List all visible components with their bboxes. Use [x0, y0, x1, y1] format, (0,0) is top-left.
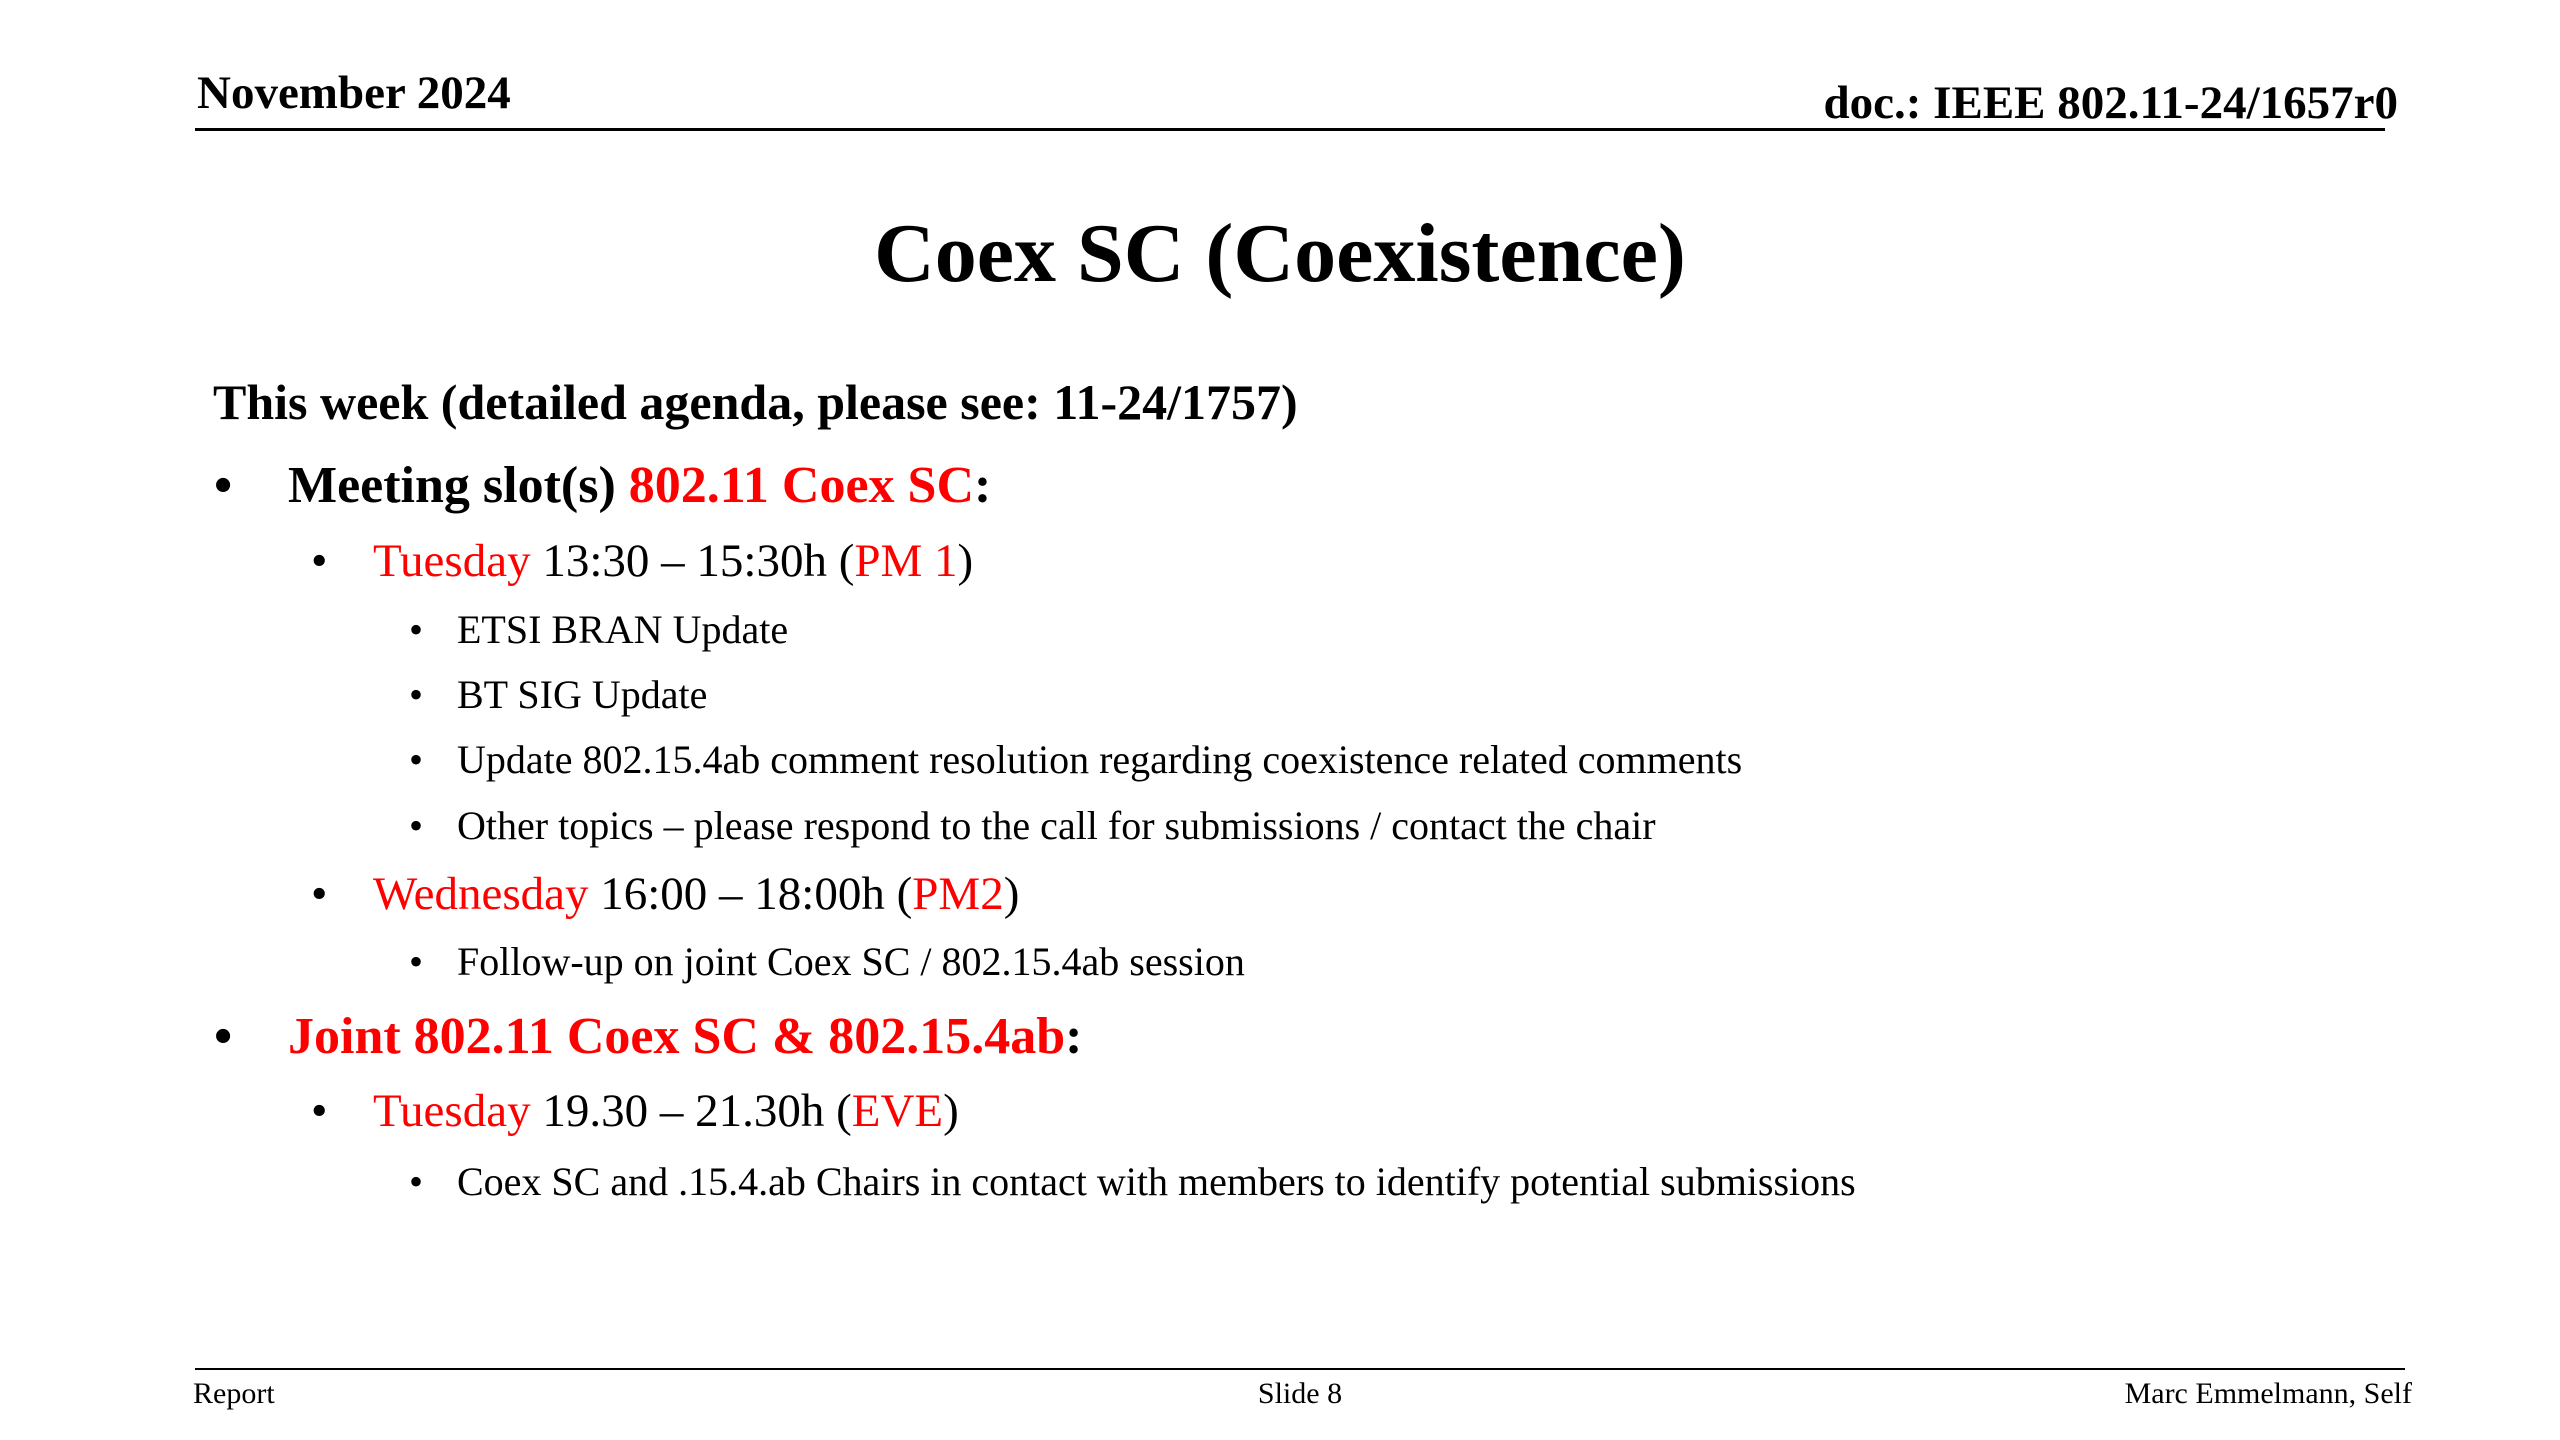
list-item-text: Coex SC and .15.4.ab Chairs in contact with members to identify potential submissions	[457, 1159, 1856, 1204]
joint-tuesday-slot: EVE	[851, 1085, 944, 1137]
joint-tuesday-day: Tuesday	[373, 1085, 531, 1137]
bullet-icon: •	[409, 803, 424, 848]
list-item	[409, 737, 1743, 782]
list-item	[409, 607, 789, 652]
list-item-text: Update 802.15.4ab comment resolution regarding coexistence related comments	[457, 737, 1743, 782]
joint-tuesday-time: 19.30 – 21.30h (	[530, 1085, 852, 1137]
tuesday-slot: PM 1	[854, 535, 958, 587]
list-item-text: BT SIG Update	[457, 672, 708, 717]
slide-title: Coex SC (Coexistence)	[874, 207, 1686, 300]
footer-report-label: Report	[193, 1377, 275, 1410]
bullet-icon: •	[409, 939, 424, 984]
wednesday-time: 16:00 – 18:00h (	[588, 868, 913, 920]
meeting-slots-highlight: 802.11 Coex SC	[628, 457, 975, 514]
bullet-icon: •	[311, 535, 328, 587]
bullet-icon: •	[214, 457, 233, 514]
agenda-item-joint-tuesday	[311, 1085, 959, 1137]
wednesday-slot: PM2	[912, 868, 1004, 920]
header-doc-id: doc.: IEEE 802.11-24/1657r0	[1823, 77, 2398, 129]
bullet-icon: •	[409, 607, 424, 652]
footer-slide-number: Slide 8	[1257, 1377, 1343, 1410]
bullet-icon: •	[409, 1159, 424, 1204]
joint-session-suffix: :	[1065, 1008, 1083, 1065]
wednesday-close: )	[1003, 868, 1020, 920]
list-item	[409, 1159, 1856, 1204]
bullet-icon: •	[214, 1008, 233, 1065]
list-item	[409, 803, 1656, 848]
intro-heading: This week (detailed agenda, please see: 11-24/1757)	[213, 374, 1298, 430]
bullet-icon: •	[311, 1085, 328, 1137]
list-item-text: Other topics – please respond to the call for submissions / contact the chair	[457, 803, 1656, 848]
header-divider	[195, 128, 2385, 131]
joint-tuesday-close: )	[943, 1085, 959, 1137]
agenda-item-tuesday	[311, 535, 974, 587]
list-item-text: Follow-up on joint Coex SC / 802.15.4ab session	[457, 939, 1245, 984]
meeting-slots-suffix: :	[974, 457, 992, 514]
footer-divider	[195, 1368, 2405, 1370]
tuesday-day: Tuesday	[373, 535, 531, 587]
joint-session-highlight: Joint 802.11 Coex SC & 802.15.4ab	[288, 1008, 1066, 1065]
agenda-item-wednesday	[311, 868, 1020, 920]
tuesday-time: 13:30 – 15:30h (	[530, 535, 855, 587]
list-item	[409, 939, 1245, 984]
meeting-slots-prefix: Meeting slot(s)	[288, 457, 629, 514]
agenda-item-joint-session	[214, 1008, 1083, 1065]
wednesday-day: Wednesday	[373, 868, 589, 920]
header-date: November 2024	[197, 67, 511, 119]
list-item	[409, 672, 708, 717]
bullet-icon: •	[311, 868, 328, 920]
agenda-item-meeting-slots	[214, 457, 992, 514]
bullet-icon: •	[409, 737, 424, 782]
list-item-text: ETSI BRAN Update	[457, 607, 789, 652]
footer-author: Marc Emmelmann, Self	[2124, 1377, 2412, 1410]
bullet-icon: •	[409, 672, 424, 717]
tuesday-close: )	[957, 535, 974, 587]
